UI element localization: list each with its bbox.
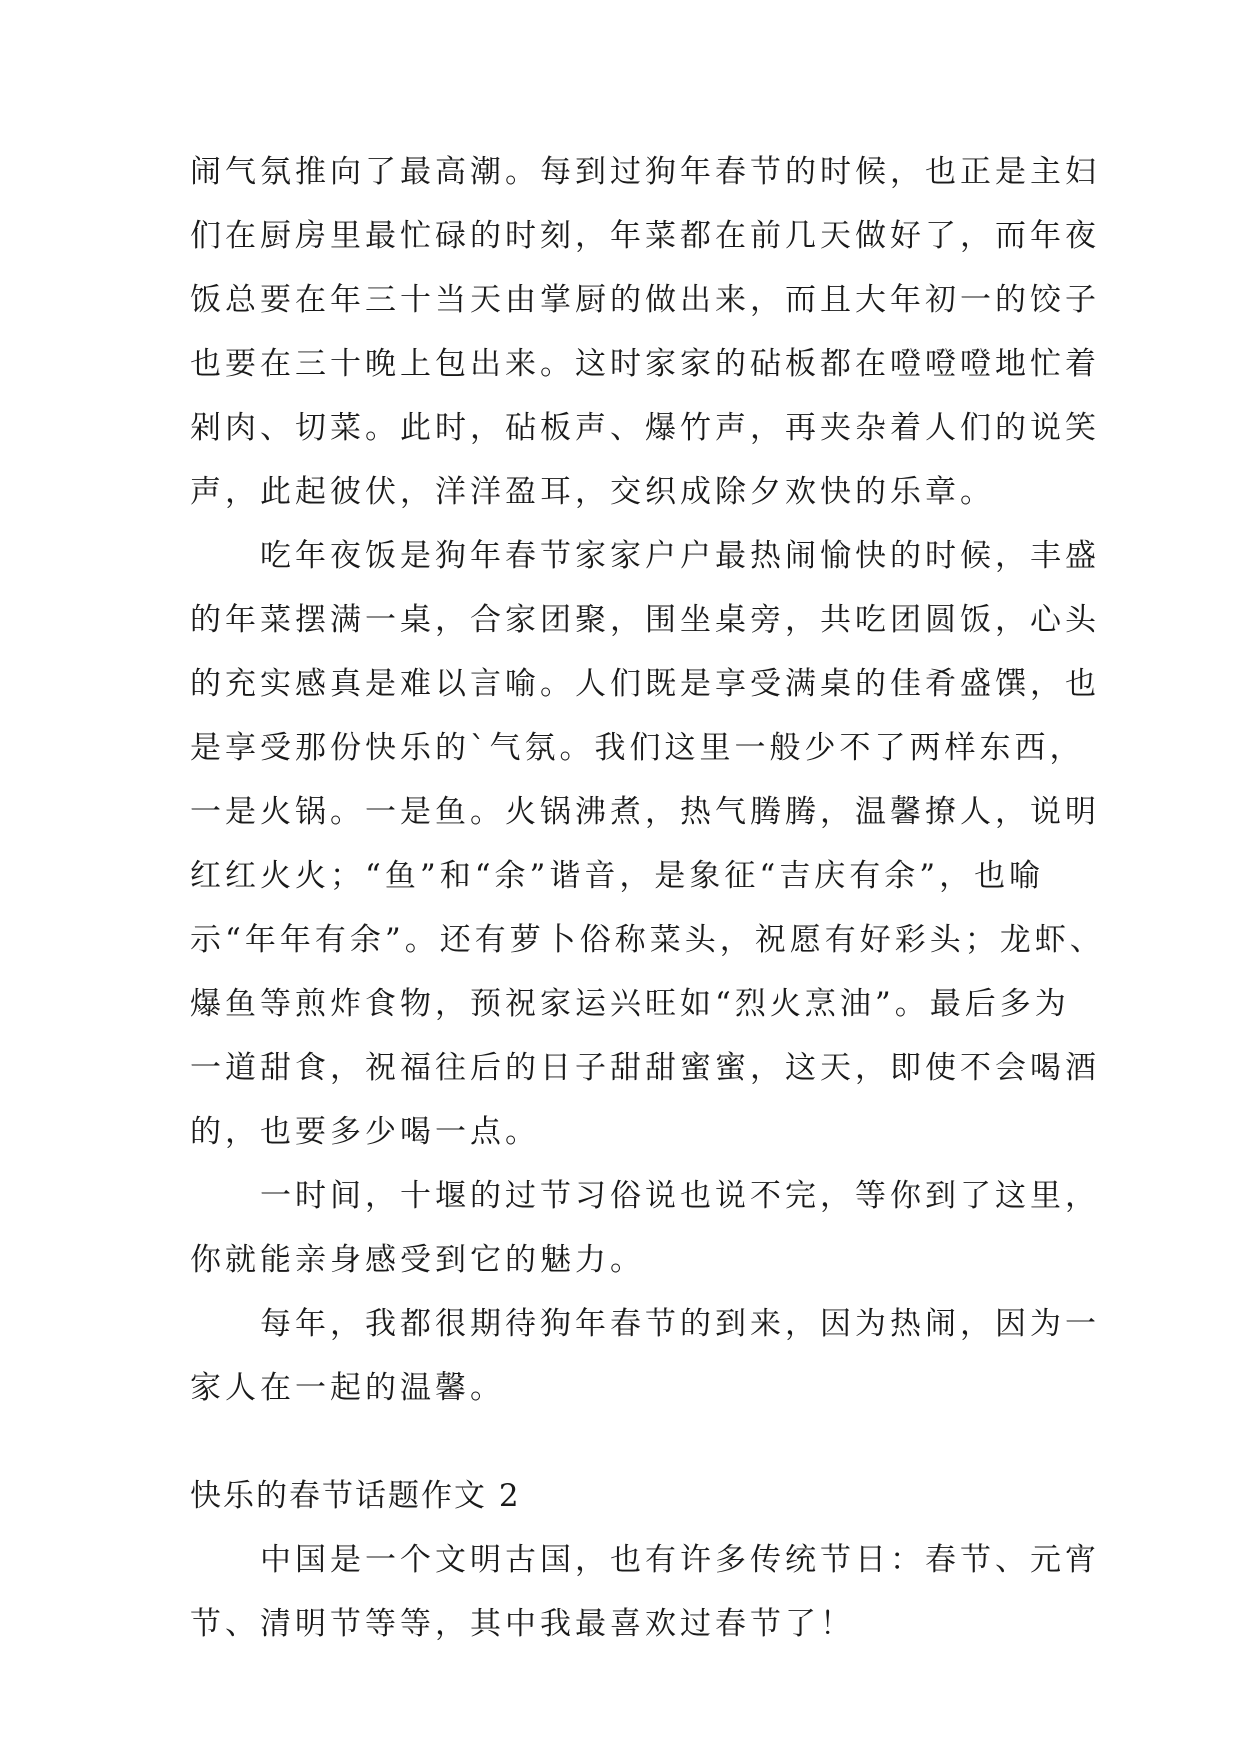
text-line: 也要在三十晚上包出来。这时家家的砧板都在噔噔噔地忙着 (190, 346, 1100, 382)
text-line: 的，也要多少喝一点。 (190, 1114, 540, 1150)
text-line: 闹气氛推向了最高潮。每到过狗年春节的时候，也正是主妇 (190, 154, 1100, 190)
text-line: 一道甜食，祝福往后的日子甜甜蜜蜜，这天，即使不会喝酒 (190, 1050, 1100, 1086)
text-line: 的年菜摆满一桌，合家团聚，围坐桌旁，共吃团圆饭，心头 (190, 602, 1100, 638)
text-line: 每年，我都很期待狗年春节的到来，因为热闹，因为一 (260, 1306, 1100, 1342)
text-line: 饭总要在年三十当天由掌厨的做出来，而且大年初一的饺子 (190, 282, 1100, 318)
text-line: 一时间，十堰的过节习俗说也说不完，等你到了这里， (260, 1178, 1100, 1214)
text-line: 节、清明节等等，其中我最喜欢过春节了！ (190, 1606, 855, 1642)
text-line: 们在厨房里最忙碌的时刻，年菜都在前几天做好了，而年夜 (190, 218, 1100, 254)
text-line: 你就能亲身感受到它的魅力。 (190, 1242, 645, 1278)
essay-body (190, 140, 1105, 1656)
text-line: 是享受那份快乐的`气氛。我们这里一般少不了两样东西， (190, 730, 1085, 766)
text-line: 红红火火；“鱼”和“余”谐音，是象征“吉庆有余”，也喻 (190, 858, 1045, 894)
text-line: 吃年夜饭是狗年春节家家户户最热闹愉快的时候，丰盛 (260, 538, 1100, 574)
text-line: 中国是一个文明古国，也有许多传统节日：春节、元宵 (260, 1542, 1100, 1578)
text-line: 的充实感真是难以言喻。人们既是享受满桌的佳肴盛馔，也 (190, 666, 1100, 702)
text-line: 一是火锅。一是鱼。火锅沸煮，热气腾腾，温馨撩人，说明 (190, 794, 1100, 830)
text-line: 示“年年有余”。还有萝卜俗称菜头，祝愿有好彩头；龙虾、 (190, 922, 1105, 958)
text-line: 爆鱼等煎炸食物，预祝家运兴旺如“烈火烹油”。最后多为 (190, 986, 1070, 1022)
text-line: 家人在一起的温馨。 (190, 1370, 505, 1406)
text-line: 声，此起彼伏，洋洋盈耳，交织成除夕欢快的乐章。 (190, 474, 995, 510)
section-title: 快乐的春节话题作文 2 (190, 1478, 521, 1514)
text-line: 剁肉、切菜。此时，砧板声、爆竹声，再夹杂着人们的说笑 (190, 410, 1100, 446)
